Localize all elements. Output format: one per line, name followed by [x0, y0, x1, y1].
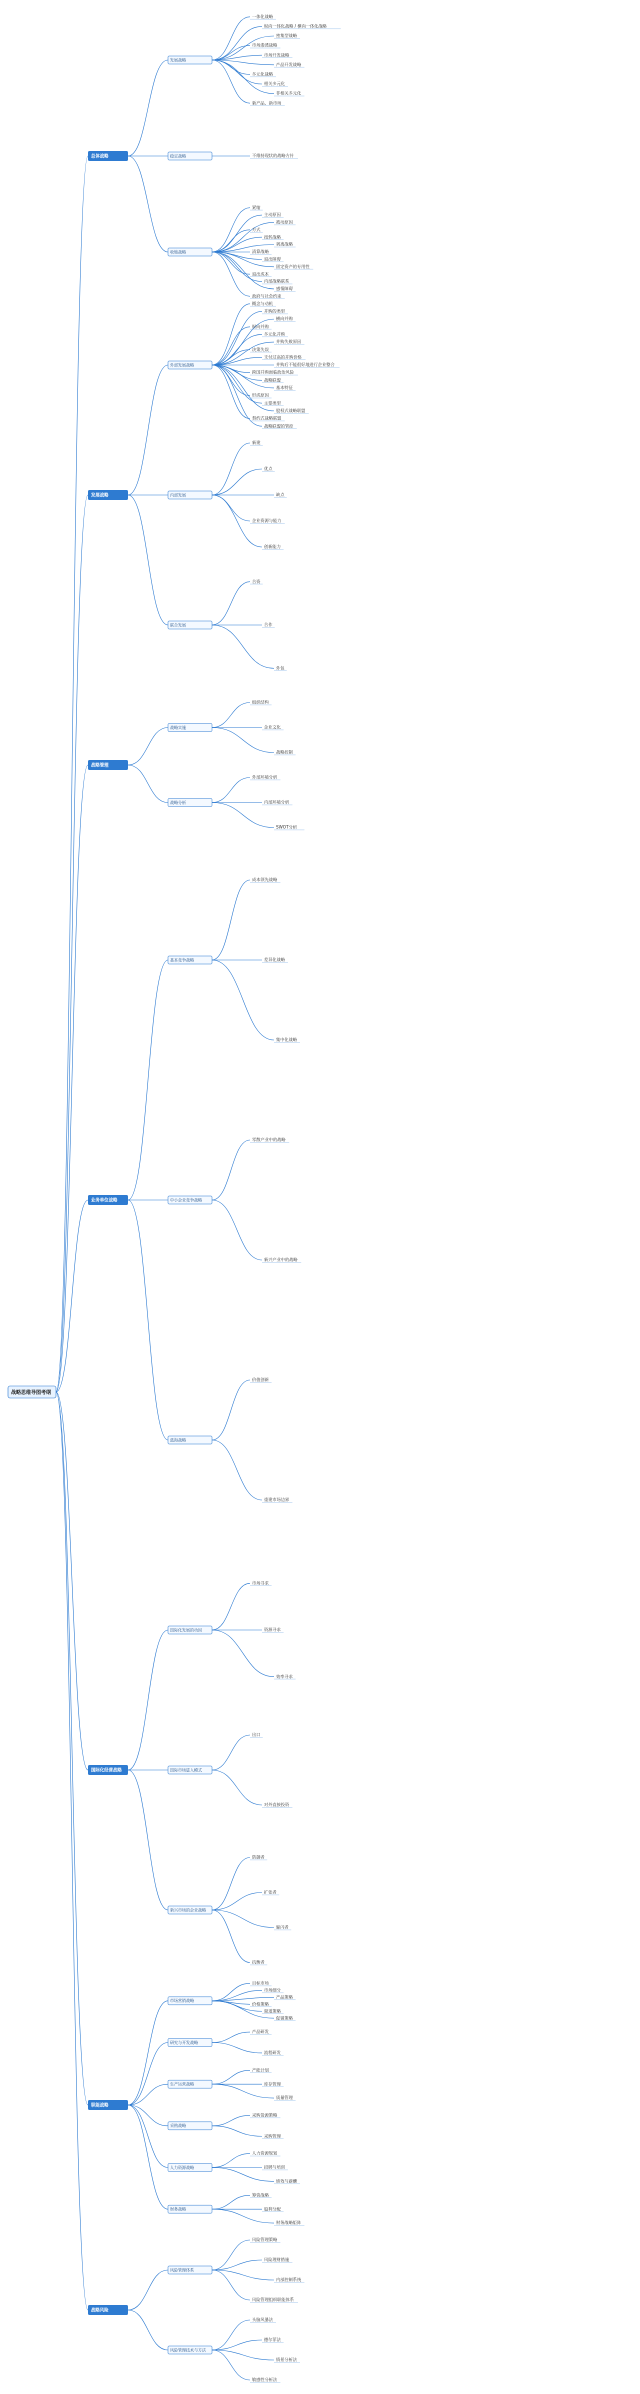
leaf-label: 资源寻求: [264, 1627, 281, 1633]
sub-branch-label: 采购战略: [170, 2123, 186, 2129]
leaf-label: 剥离战略: [276, 241, 293, 247]
leaf-node: [250, 517, 285, 524]
leaf-label: 成本领先战略: [252, 877, 278, 883]
leaf-label: 头脑风暴法: [252, 2317, 273, 2323]
leaf-label: 方式: [252, 226, 261, 232]
leaf-label: 人力资源规划: [252, 2150, 278, 2156]
sub-branch: [168, 2266, 212, 2274]
leaf-label: 质量管理: [276, 2095, 293, 2101]
leaf-label: 产品开发战略: [276, 61, 302, 67]
leaf-label: 决策失误: [252, 346, 269, 352]
leaf-node: [250, 71, 276, 78]
sub-branch: [168, 1196, 212, 1204]
leaf-node: [262, 799, 292, 806]
branch-2: [88, 490, 128, 500]
leaf-label: 横向并购: [276, 316, 293, 322]
leaf-node: [262, 399, 284, 406]
sub-branch-label: 战略分析: [170, 799, 186, 805]
leaf-node: [274, 1673, 296, 1680]
leaf-label: 风险管理组织职能体系: [252, 2297, 294, 2303]
sub-branch-label: 中小企业竞争战略: [170, 1197, 202, 1203]
leaf-node: [250, 1579, 272, 1586]
leaf-label: 内部环境分析: [264, 799, 290, 805]
leaf-node: [274, 664, 287, 671]
leaf-node: [250, 2376, 280, 2383]
leaf-node: [274, 2014, 296, 2021]
leaf-label: 价值创新: [252, 1377, 269, 1383]
branch-7: [88, 2305, 128, 2315]
leaf-node: [262, 255, 284, 262]
leaf-node: [262, 1626, 284, 1633]
leaf-label: 招聘与培训: [264, 2164, 285, 2170]
leaf-label: 采购管理: [264, 2133, 281, 2139]
sub-branch-label: 联合发展: [170, 622, 186, 628]
leaf-label: 支付过高的并购价格: [264, 354, 302, 360]
leaf-node: [274, 2219, 304, 2226]
sub-branch: [168, 1436, 212, 1444]
leaf-label: 价格策略: [252, 2001, 269, 2007]
leaf-node: [262, 465, 275, 472]
sub-branch-label: 稳定战略: [170, 153, 186, 159]
leaf-node: [250, 152, 298, 159]
sub-branch: [168, 2039, 212, 2047]
leaf-label: 新兴产业中的战略: [264, 1257, 298, 1263]
leaf-label: 不维持现状的战略方针: [252, 153, 294, 159]
leaf-node: [250, 1980, 272, 1987]
branch-label: 发展战略: [91, 493, 109, 499]
leaf-node: [250, 439, 263, 446]
leaf-node: [250, 2000, 272, 2007]
leaf-label: 退出成本: [252, 271, 269, 277]
sub-branch: [168, 621, 212, 629]
leaf-node: [274, 1036, 300, 1043]
leaf-node: [250, 578, 263, 585]
leaf-label: 扭转战略: [264, 234, 281, 240]
sub-branch: [168, 724, 212, 732]
leaf-label: 情景分析法: [276, 2357, 297, 2363]
leaf-label: 合资: [252, 578, 261, 584]
leaf-label: 政府与社会约束: [252, 293, 282, 299]
leaf-node: [262, 1987, 284, 1994]
sub-branch-label: 生产运营战略: [170, 2081, 194, 2087]
leaf-label: 并购的类型: [264, 308, 285, 314]
leaf-node: [250, 2150, 280, 2157]
leaf-label: 外部环境分析: [252, 774, 278, 780]
leaf-node: [274, 1993, 296, 2000]
leaf-label: 市场寻求: [252, 1580, 269, 1586]
leaf-label: SWOT分析: [276, 824, 298, 830]
root-node: [8, 1386, 56, 1398]
leaf-label: 纵向一体化战略 / 横向一体化战略: [264, 23, 327, 29]
leaf-label: 被动原因: [276, 219, 293, 225]
sub-branch: [168, 2346, 212, 2354]
leaf-label: 抗衡者: [252, 1959, 265, 1965]
leaf-node: [250, 42, 280, 49]
leaf-label: 主动原因: [264, 212, 281, 218]
leaf-label: 对外直接投资: [264, 1802, 290, 1808]
branch-6: [88, 2100, 128, 2110]
leaf-node: [250, 13, 276, 20]
leaf-node: [262, 2007, 284, 2014]
leaf-label: 新产品、新市场: [252, 100, 282, 106]
sub-branch-label: 发展战略: [170, 57, 186, 63]
leaf-node: [250, 1854, 267, 1861]
leaf-label: 纵向并购: [252, 323, 269, 329]
leaf-label: 促销策略: [276, 2015, 293, 2021]
leaf-label: 并购失败原因: [276, 339, 302, 345]
leaf-node: [250, 2236, 280, 2243]
leaf-node: [250, 346, 272, 353]
leaf-node: [250, 2028, 272, 2035]
leaf-label: 组织结构: [252, 699, 269, 705]
leaf-node: [250, 876, 280, 883]
leaf-node: [262, 331, 288, 338]
branch-label: 国际化经营战略: [91, 1768, 122, 1774]
leaf-node: [274, 61, 304, 68]
sub-branch: [168, 956, 212, 964]
leaf-label: 紧缩: [252, 204, 261, 210]
leaf-label: 企业资源与能力: [252, 518, 282, 524]
leaf-node: [262, 1496, 292, 1503]
leaf-label: 清算战略: [252, 249, 269, 255]
leaf-node: [250, 369, 298, 376]
leaf-label: 扩张者: [264, 1889, 277, 1895]
leaf-label: 产品策略: [276, 1994, 293, 2000]
leaf-node: [250, 292, 285, 299]
leaf-node: [250, 415, 285, 422]
branch-label: 战略管理: [91, 763, 109, 769]
leaf-node: [250, 774, 280, 781]
sub-branch: [168, 152, 212, 160]
leaf-node: [262, 2132, 284, 2139]
sub-branch: [168, 799, 212, 807]
sub-branch: [168, 2205, 212, 2213]
leaf-label: 一体化战略: [252, 13, 273, 19]
leaf-label: 缺点: [276, 492, 285, 498]
leaf-node: [250, 226, 263, 233]
branch-3: [88, 760, 128, 770]
leaf-label: 渠道策略: [264, 2008, 281, 2014]
leaf-label: 企业文化: [264, 724, 281, 730]
leaf-node: [250, 204, 263, 211]
branch-label: 战略风险: [91, 2308, 109, 2314]
leaf-node: [250, 1136, 289, 1143]
leaf-label: 防御者: [252, 1854, 265, 1860]
leaf-label: 流程研发: [264, 2050, 281, 2056]
leaf-label: 合作: [264, 622, 273, 628]
branch-label: 总体战略: [91, 154, 109, 160]
sub-branch: [168, 491, 212, 499]
leaf-label: 退出障碍: [264, 256, 281, 262]
sub-branch-label: 蓝海战略: [170, 1437, 186, 1443]
leaf-node: [262, 543, 284, 550]
sub-branch: [168, 2164, 212, 2172]
leaf-label: 财务战略矩阵: [276, 2220, 302, 2226]
leaf-label: 优点: [264, 466, 273, 472]
leaf-node: [262, 308, 288, 315]
leaf-label: 产品研发: [252, 2029, 269, 2035]
leaf-node: [262, 80, 288, 87]
leaf-label: 创新能力: [264, 544, 281, 550]
leaf-node: [274, 241, 296, 248]
leaf-label: 内部控制系统: [276, 2277, 302, 2283]
leaf-label: 外包: [276, 665, 285, 671]
sub-branch-label: 财务战略: [170, 2206, 186, 2212]
leaf-node: [262, 621, 275, 628]
leaf-node: [250, 2316, 276, 2323]
sub-branch-label: 基本竞争战略: [170, 957, 194, 963]
leaf-node: [262, 2256, 292, 2263]
sub-branch: [168, 361, 212, 369]
leaf-node: [262, 2336, 284, 2343]
leaf-node: [274, 90, 304, 97]
leaf-label: 绩效与薪酬: [276, 2178, 297, 2184]
branch-4: [88, 1195, 128, 1205]
leaf-label: 多元化战略: [252, 71, 273, 77]
branch-1: [88, 151, 128, 161]
leaf-node: [274, 285, 296, 292]
leaf-node: [274, 384, 296, 391]
leaf-node: [262, 211, 284, 218]
leaf-node: [250, 2066, 272, 2073]
root-label: 战略思维导图考纲: [11, 1389, 52, 1396]
leaf-label: 躲闪者: [276, 1924, 289, 1930]
leaf-label: 目标市场: [252, 1980, 269, 1986]
leaf-node: [274, 263, 313, 270]
branch-label: 业务单位战略: [91, 1198, 118, 1204]
leaf-label: 非相关多元化: [276, 90, 302, 96]
leaf-node: [274, 491, 287, 498]
sub-branch: [168, 2122, 212, 2130]
mind-map-nodes: [8, 13, 341, 2383]
sub-branch-label: 外部发展战略: [170, 362, 194, 368]
leaf-label: 库存管理: [264, 2081, 281, 2087]
leaf-label: 重建市场边界: [264, 1497, 290, 1503]
leaf-label: 跨国并购面临政治风险: [252, 369, 294, 375]
leaf-node: [274, 2177, 300, 2184]
leaf-label: 风险理财措施: [264, 2257, 290, 2263]
leaf-node: [262, 1256, 301, 1263]
leaf-node: [262, 724, 284, 731]
leaf-node: [274, 361, 340, 368]
leaf-node: [262, 2164, 288, 2171]
leaf-label: 风险管理策略: [252, 2237, 278, 2243]
sub-branch: [168, 1626, 212, 1634]
leaf-label: 采购货源策略: [252, 2112, 278, 2118]
leaf-node: [274, 2276, 304, 2283]
leaf-node: [250, 248, 272, 255]
leaf-node: [274, 32, 300, 39]
leaf-label: 基本特征: [276, 385, 293, 391]
leaf-node: [250, 300, 276, 307]
leaf-label: 出口: [252, 1732, 261, 1738]
sub-branch: [168, 2080, 212, 2088]
leaf-node: [262, 23, 341, 30]
leaf-label: 多元化并购: [264, 331, 285, 337]
leaf-label: 德尔菲法: [264, 2337, 281, 2343]
leaf-node: [250, 2191, 272, 2198]
leaf-node: [250, 2112, 280, 2119]
leaf-node: [274, 407, 309, 414]
leaf-label: 相关多元化: [264, 81, 285, 87]
leaf-node: [262, 1801, 292, 1808]
leaf-label: 密集型战略: [276, 33, 297, 39]
leaf-label: 效率寻求: [276, 1673, 293, 1679]
leaf-label: 感情障碍: [276, 286, 293, 292]
leaf-node: [274, 2094, 296, 2101]
sub-branch-label: 国际化发展的动因: [170, 1627, 202, 1633]
leaf-node: [262, 2205, 284, 2212]
leaf-node: [250, 392, 272, 399]
leaf-node: [250, 1376, 272, 1383]
sub-branch: [168, 56, 212, 64]
leaf-label: 市场渗透战略: [252, 42, 278, 48]
leaf-label: 契约式战略联盟: [252, 415, 282, 421]
leaf-label: 筹资战略: [252, 2192, 269, 2198]
leaf-label: 新建: [252, 440, 261, 446]
leaf-node: [262, 51, 292, 58]
leaf-node: [250, 699, 272, 706]
leaf-node: [250, 323, 272, 330]
leaf-label: 战略联盟: [264, 377, 281, 383]
leaf-label: 集中化战略: [276, 1037, 297, 1043]
leaf-label: 股利分配: [264, 2206, 281, 2212]
leaf-label: 战略控制: [276, 749, 293, 755]
leaf-label: 内部战略联系: [264, 278, 290, 284]
leaf-node: [262, 233, 284, 240]
branch-5: [88, 1765, 128, 1775]
branch-label: 职能战略: [91, 2103, 109, 2109]
leaf-node: [274, 315, 296, 322]
sub-branch-label: 新兴市场的企业战略: [170, 1907, 206, 1913]
leaf-node: [250, 99, 285, 106]
leaf-node: [262, 1889, 279, 1896]
leaf-label: 并购后不能很好地进行企业整合: [276, 362, 335, 368]
sub-branch: [168, 1997, 212, 2005]
leaf-label: 零散产业中的战略: [252, 1137, 286, 1143]
sub-branch-label: 国际市场进入模式: [170, 1767, 202, 1773]
sub-branch-label: 风险管理技术与方法: [170, 2347, 206, 2353]
leaf-label: 敏感性分析法: [252, 2377, 278, 2383]
leaf-node: [274, 749, 296, 756]
leaf-label: 市场开发战略: [264, 52, 290, 58]
leaf-label: 主要类型: [264, 400, 281, 406]
leaf-node: [262, 353, 306, 360]
leaf-label: 产能计划: [252, 2067, 269, 2073]
sub-branch-label: 内部发展: [170, 492, 186, 498]
sub-branch-label: 风险管理体系: [170, 2267, 194, 2273]
leaf-node: [274, 1924, 291, 1931]
leaf-node: [274, 219, 296, 226]
sub-branch: [168, 248, 212, 256]
sub-branch: [168, 1766, 212, 1774]
leaf-label: 市场细分: [264, 1987, 281, 1993]
sub-branch-label: 研究与开发战略: [170, 2039, 198, 2045]
sub-branch: [168, 1906, 212, 1914]
leaf-label: 形成原因: [252, 392, 269, 398]
leaf-node: [262, 2049, 284, 2056]
leaf-node: [274, 2356, 300, 2363]
leaf-label: 概念与动机: [252, 300, 273, 306]
leaf-label: 固定资产的专用性: [276, 263, 310, 269]
leaf-label: 战略联盟的管控: [264, 423, 294, 429]
sub-branch-label: 战略实施: [170, 724, 186, 730]
leaf-node: [262, 278, 292, 285]
leaf-node: [262, 422, 297, 429]
leaf-label: 差异化战略: [264, 957, 285, 963]
sub-branch-label: 收缩战略: [170, 249, 186, 255]
leaf-node: [250, 1959, 267, 1966]
leaf-node: [262, 956, 288, 963]
leaf-node: [250, 2296, 298, 2303]
leaf-node: [262, 376, 284, 383]
leaf-node: [262, 2080, 284, 2087]
leaf-node: [274, 824, 304, 831]
leaf-node: [250, 1731, 263, 1738]
leaf-label: 股权式战略联盟: [276, 407, 306, 413]
leaf-node: [274, 338, 304, 345]
sub-branch-label: 市场营销战略: [170, 1998, 194, 2004]
leaf-node: [250, 270, 272, 277]
sub-branch-label: 人力资源战略: [170, 2164, 194, 2170]
